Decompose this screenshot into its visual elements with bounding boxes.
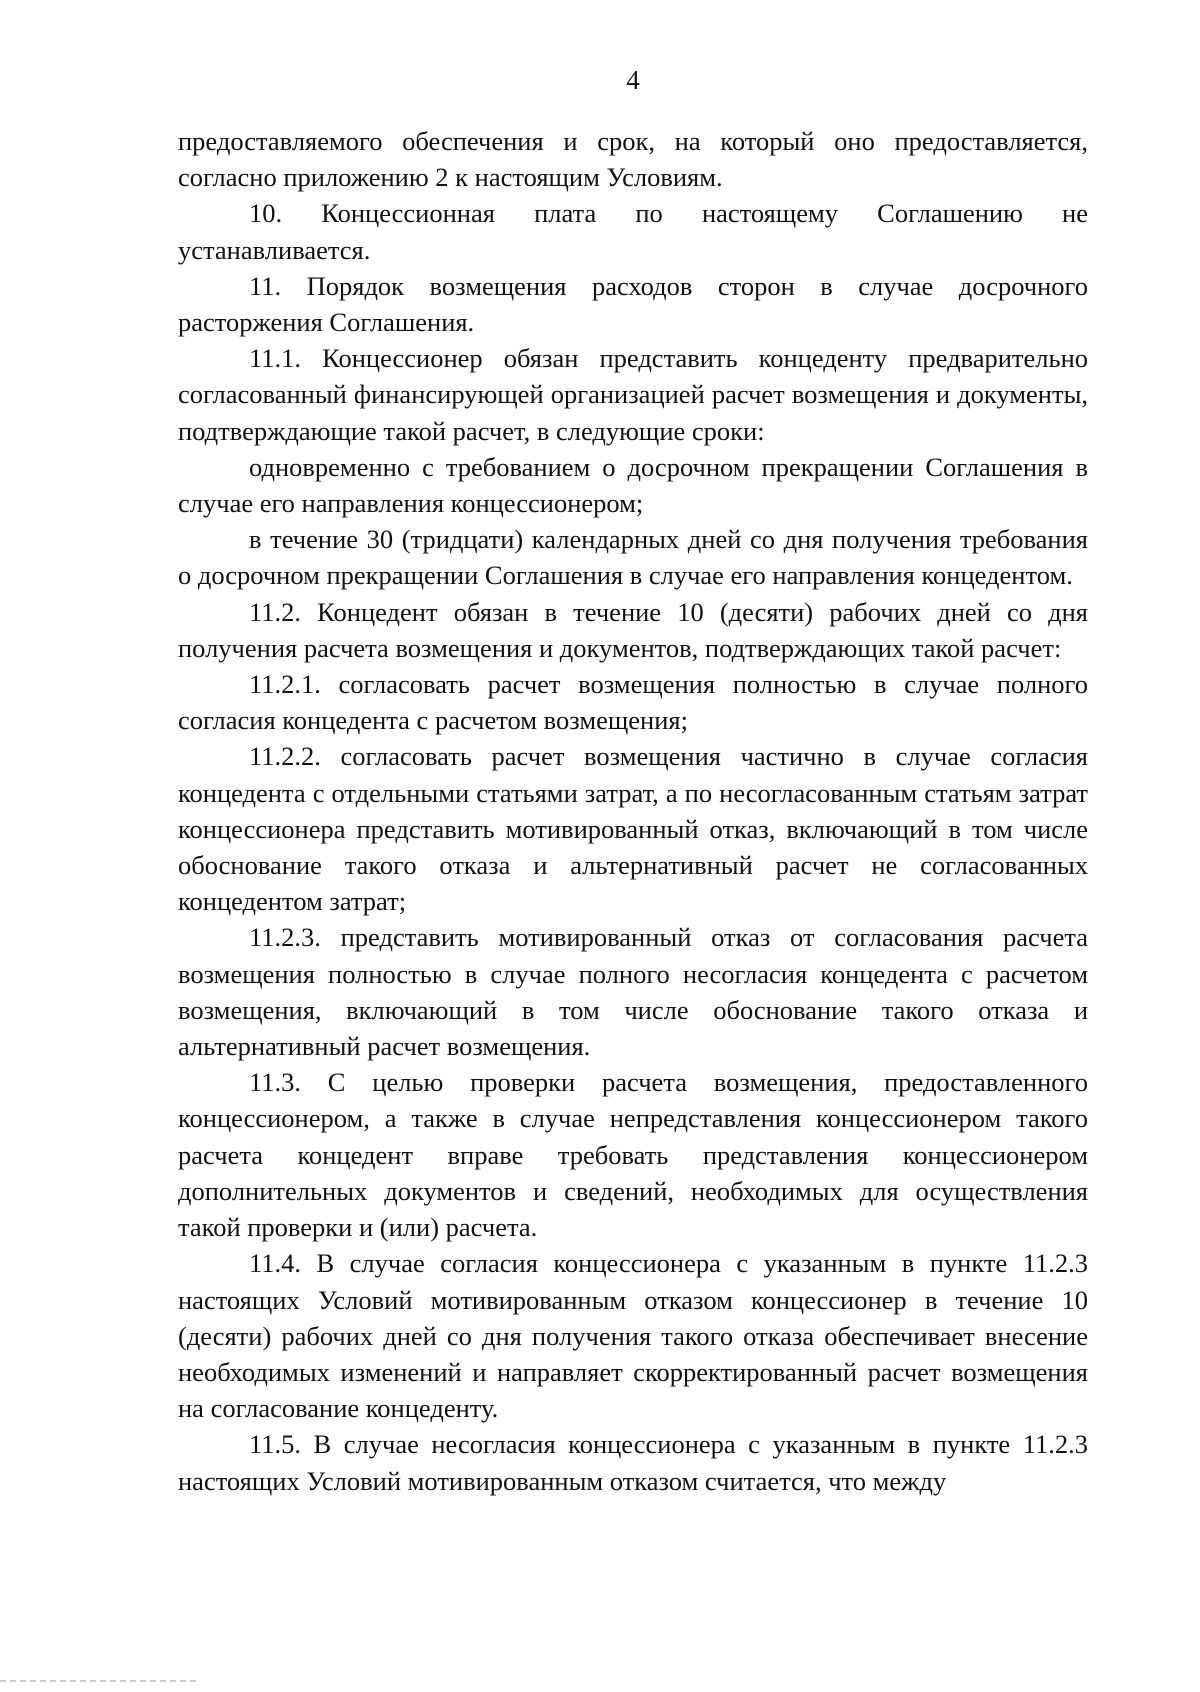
paragraph-continuation: предоставляемого обеспечения и срок, на который оно предоставляется, согласно приложению 2 к настоящим Условиям. — [178, 126, 1088, 193]
paragraph-11-2-1: 11.2.1. согласовать расчет возмещения полностью в случае полного согласия концедента с расчетом возмещения; — [178, 669, 1088, 736]
scan-edge-artifact — [0, 1680, 200, 1682]
paragraph-11-2: 11.2. Концедент обязан в течение 10 (десяти) рабочих дней со дня получения расчета возмещения и документов, подтверждающих такой расчет: — [178, 596, 1088, 663]
paragraph-11-2-3: 11.2.3. представить мотивированный отказ от согласования расчета возмещения полностью в случае полного несогласия концедента с расчетом возмещения, включающий в том числе обоснование такого отказа и альтернативный расчет возмещения. — [178, 922, 1088, 1062]
paragraph-11-1: 11.1. Концессионер обязан представить концеденту предварительно согласованный финансирующей организацией расчет возмещения и документы, подтверждающие такой расчет, в следующие сроки: — [178, 343, 1088, 446]
paragraph-11-4: 11.4. В случае согласия концессионера с указанным в пункте 11.2.3 настоящих Условий мотивированным отказом концессионер в течение 10 (десяти) рабочих дней со дня получения такого отказа обеспечивает внесение необходимых изменений и направляет скорректированный расчет возмещения на согласование концеденту. — [178, 1248, 1088, 1424]
paragraph-11-1-item-2: в течение 30 (тридцати) календарных дней со дня получения требования о досрочном прекращении Соглашения в случае его направления концедентом. — [178, 524, 1088, 591]
paragraph-11-3: 11.3. С целью проверки расчета возмещения, предоставленного концессионером, а также в случае непредставления концессионером такого расчета концедент вправе требовать представления концессионером дополнительных документов и сведений, необходимых для осуществления такой проверки и (или) расчета. — [178, 1067, 1088, 1243]
paragraph-11-2-2: 11.2.2. согласовать расчет возмещения частично в случае согласия концедента с отдельными статьями затрат, а по несогласованным статьям затрат концессионера представить мотивированный отказ, включающий в том числе обоснование такого отказа и альтернативный расчет не согласованных концедентом затрат; — [178, 741, 1088, 917]
paragraph-11-5: 11.5. В случае несогласия концессионера с указанным в пункте 11.2.3 настоящих Условий мотивированным отказом считается, что между — [178, 1429, 1088, 1496]
document-body — [178, 123, 1088, 1499]
paragraph-11-1-item-1: одновременно с требованием о досрочном прекращении Соглашения в случае его направления концессионером; — [178, 451, 1088, 519]
paragraph-10: 10. Концессионная плата по настоящему Соглашению не устанавливается. — [178, 198, 1088, 265]
paragraph-11: 11. Порядок возмещения расходов сторон в случае досрочного расторжения Соглашения. — [178, 270, 1088, 338]
page-number: 4 — [626, 65, 640, 95]
